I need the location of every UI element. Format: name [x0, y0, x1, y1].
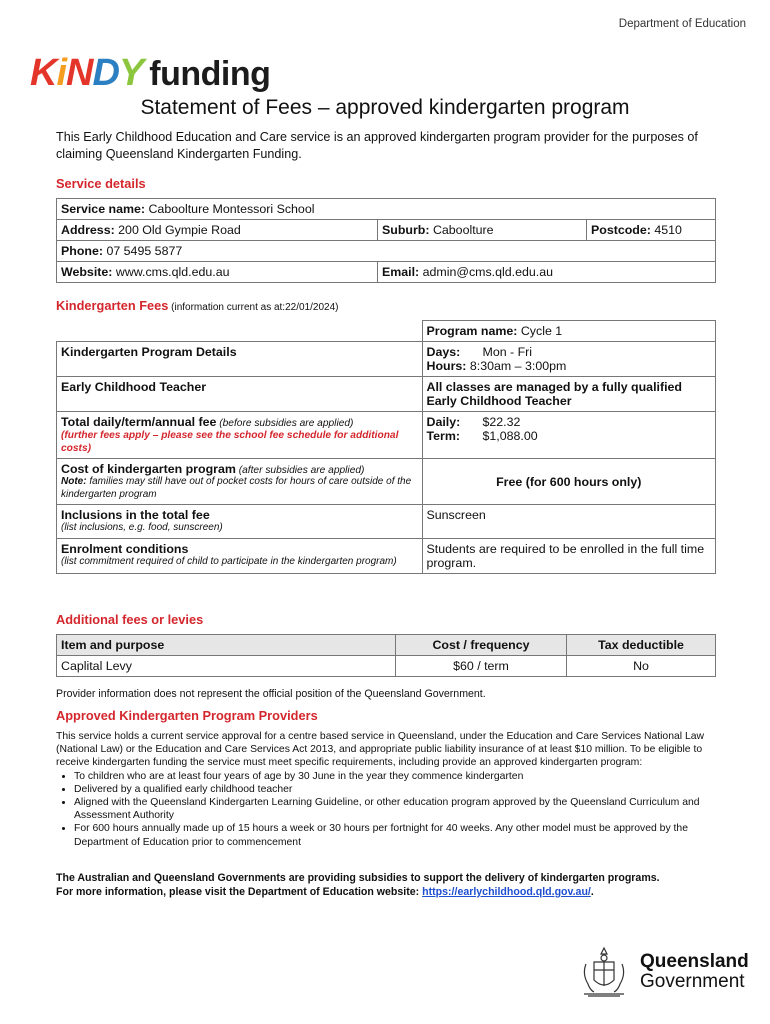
kindy-funding-logo: [30, 52, 270, 95]
kindy-logo-letters: [30, 52, 143, 95]
further-fees-note: (further fees apply – please see the school fee schedule for additional costs): [61, 430, 399, 454]
list-item: • For 600 hours annually made up of 15 hours a week or 30 hours per fortnight for 40 weeks. Any other model must be approved by the Department of Education prior to commencement: [74, 822, 716, 848]
postcode-cell: Postcode: 4510: [587, 220, 716, 241]
approved-providers-text: This service holds a current service approval for a centre based service in Queensland, under the Education and Care Services National Law (National Law) or the Education and Care Services Act 2013, and appropriate public liability insurance of at least $10 million. To be eligible to receive kindergarten funding the service must meet specific requirements, including provide an approved kindergarten program: • To children who are at least four years of age by 30 June in the year they commence kindergarten • Delivered by a qualified early childhood teacher • Aligned with the Queensland Kindergarten Learning Guideline, or other education program approved by the Queensland Curriculum and Assessment Authority • For 600 hours annually made up of 15 hours a week or 30 hours per fortnight for 40 weeks. Any other model must be approved by the Department of Education prior to commencement: [56, 730, 716, 849]
days-hours-cell: Days: Mon - Fri Hours: 8:30am – 3:00pm: [422, 342, 716, 377]
logo-letter: D: [92, 52, 119, 94]
enrolment-value: Students are required to be enrolled in the full time program.: [422, 538, 716, 573]
logo-letter: K: [30, 52, 57, 94]
inclusions-label-cell: Inclusions in the total fee (list inclusions, e.g. food, sunscreen): [57, 505, 423, 539]
enrolment-label-cell: Enrolment conditions (list commitment required of child to participate in the kindergarten program): [57, 538, 423, 573]
service-name-cell: Service name: Caboolture Montessori School: [57, 199, 716, 220]
total-fee-label-cell: Total daily/term/annual fee (before subsidies are applied) (further fees apply – please see the school fee schedule for additional costs): [57, 412, 423, 459]
page-title: Statement of Fees – approved kindergarten program: [140, 96, 630, 119]
website-link[interactable]: https://earlychildhood.qld.gov.au/: [422, 886, 591, 898]
address-cell: Address: 200 Old Gympie Road: [57, 220, 378, 241]
kindergarten-fees-table: [56, 320, 716, 574]
logo-letter: i: [56, 52, 67, 94]
department-label: Department of Education: [618, 18, 746, 30]
logo-word: funding: [149, 55, 271, 93]
logo-line2: Government: [640, 971, 745, 992]
total-fee-value-cell: Daily: $22.32 Term: $1,088.00: [422, 412, 716, 459]
logo-letter: Y: [118, 52, 144, 94]
website-cell: Website: www.cms.qld.edu.au: [57, 262, 378, 283]
col-item: Item and purpose: [57, 635, 396, 656]
additional-fees-heading: Additional fees or levies: [56, 612, 204, 627]
phone-cell: Phone: 07 5495 5877: [57, 241, 716, 262]
coat-of-arms-icon: [576, 944, 632, 1000]
teacher-value: All classes are managed by a fully qualified Early Childhood Teacher: [422, 377, 716, 412]
closing-text: The Australian and Queensland Governments are providing subsidies to support the delivery of kindergarten programs. For more information, please visit the Department of Education website: https://earlychildhood.qld.gov.au/.: [56, 872, 660, 898]
inclusions-value: Sunscreen: [422, 505, 716, 539]
queensland-government-logo: [576, 944, 749, 1000]
logo-letter: N: [66, 52, 93, 94]
program-name-cell: Program name: Cycle 1: [422, 321, 716, 342]
list-item: • Aligned with the Queensland Kindergarten Learning Guideline, or other education program approved by the Queensland Curriculum and Assessment Authority: [74, 796, 716, 822]
intro-text: This Early Childhood Education and Care service is an approved kindergarten program provider for the purposes of claiming Queensland Kindergarten Funding.: [56, 130, 698, 161]
teacher-label: Early Childhood Teacher: [57, 377, 423, 412]
list-item: • Delivered by a qualified early childhood teacher: [74, 783, 716, 796]
cost-label-cell: Cost of kindergarten program (after subsidies are applied) Note: families may still have out of pocket costs for hours of care outside of the kindergarten program: [57, 459, 423, 505]
requirements-list: [56, 770, 716, 849]
cost-value: Free (for 600 hours only): [422, 459, 716, 505]
col-cost: Cost / frequency: [396, 635, 567, 656]
program-details-label: Kindergarten Program Details: [57, 342, 423, 377]
service-details-table: [56, 198, 716, 283]
logo-line1: Queensland: [640, 951, 749, 972]
table-row: Caplital Levy $60 / term No: [57, 656, 716, 677]
suburb-cell: Suburb: Caboolture: [378, 220, 587, 241]
col-tax: Tax deductible: [567, 635, 716, 656]
approved-providers-heading: Approved Kindergarten Program Providers: [56, 708, 318, 723]
service-details-heading: Service details: [56, 176, 146, 191]
list-item: • To children who are at least four years of age by 30 June in the year they commence kindergarten: [74, 770, 716, 783]
disclaimer: Provider information does not represent the official position of the Queensland Government.: [56, 688, 486, 700]
email-cell: Email: admin@cms.qld.edu.au: [378, 262, 716, 283]
kindergarten-fees-heading: Kindergarten Fees (information current as at:22/01/2024): [56, 298, 339, 313]
additional-fees-table: [56, 634, 716, 677]
